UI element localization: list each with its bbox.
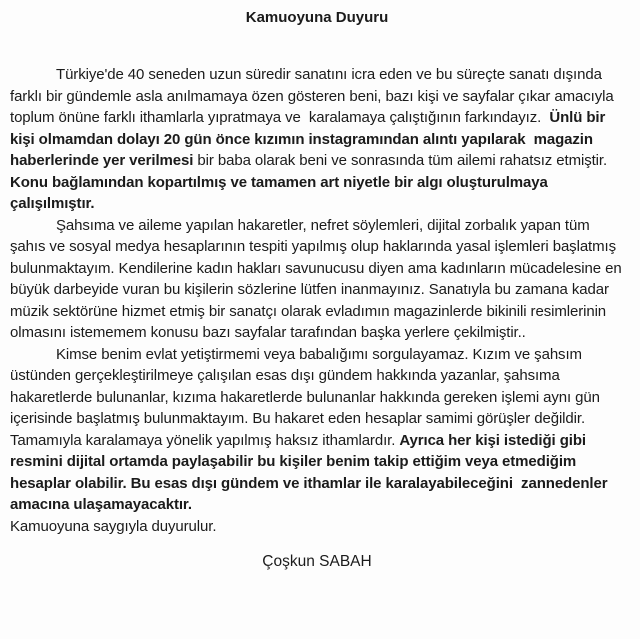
paragraph <box>10 215 624 344</box>
paragraph <box>10 64 624 215</box>
text-run: Şahsıma ve aileme yapılan hakaretler, nefret söylemleri, dijital zorbalık yapan tüm şahıs ve sosyal medya hesaplarının tespiti yapılmış olup haklarında yasal işlemleri başlatmış bulunmaktayım. Kendilerine kadın hakları savunucusu diyen ama kadınların mücadelesine en büyük darbeyide vuran bu kişilerin sözlerine lütfen inanmayınız. Sanatıyla bu zamana kadar müzik sektörüne hizmet etmiş bir sanatçı olarak evladımın magazinlerde bikinili resimlerinin olmasını istememem konusu bazı sayfalar tarafından başka yerlere çekilmiştir.. <box>10 216 626 341</box>
text-run: Kamuoyuna saygıyla duyurulur. <box>10 517 217 535</box>
text-run: Türkiye'de 40 seneden uzun süredir sanatını icra eden ve bu süreçte sanatı dışında farklı bir gündemle asla anılmamaya özen gösteren beni, bazı kişi ve sayfalar çıkar amacıyla toplum önüne farklı ithamlarla yıpratmaya ve karalamaya çalıştığının farkındayız. <box>10 66 618 126</box>
paragraph <box>10 516 624 538</box>
text-run: Kimse benim evlat yetiştirmemi veya babalığımı sorgulayamaz. Kızım ve şahsım üstünden gerçekleştirilmeye çalışılan esas dışı gündem hakkında yazanlar, şahsıma hakaretlerde bulunanlar, kızıma hakaretlerde bulunanlar hakkında gereken işlemi aynı gün içerisinde başlatmış bulunmaktayım. Bu hakaret eden hesaplar samimi görüşler değildir. Tamamıyla karalamaya yönelik yapılmış haksız ithamlardır. <box>10 345 604 449</box>
bold-text-run: Ayrıca her kişi istediği gibi resmini dijital ortamda paylaşabilir bu kişiler benim takip ettiğim veya etmediğim hesaplar olabilir. Bu esas dışı gündem ve ithamlar ile karalayabileceğini zannedenler amacına ulaşamayacaktır. <box>10 431 612 513</box>
signature: Çoşkun SABAH <box>262 553 372 570</box>
bold-text-run: Ünlü bir kişi olmamdan dolayı 20 gün önce kızımın instagramından alıntı yapılarak magazin haberlerinde yer verilmesi <box>10 109 610 169</box>
document-title: Kamuoyuna Duyuru <box>245 9 389 26</box>
bold-text-run: Konu bağlamından kopartılmış ve tamamen art niyetle bir algı oluşturulmaya çalışılmıştır. <box>10 173 552 212</box>
paragraph <box>10 344 624 516</box>
document-body <box>10 64 624 537</box>
text-run: bir baba olarak beni ve sonrasında tüm ailemi rahatsız etmiştir. <box>193 152 612 169</box>
